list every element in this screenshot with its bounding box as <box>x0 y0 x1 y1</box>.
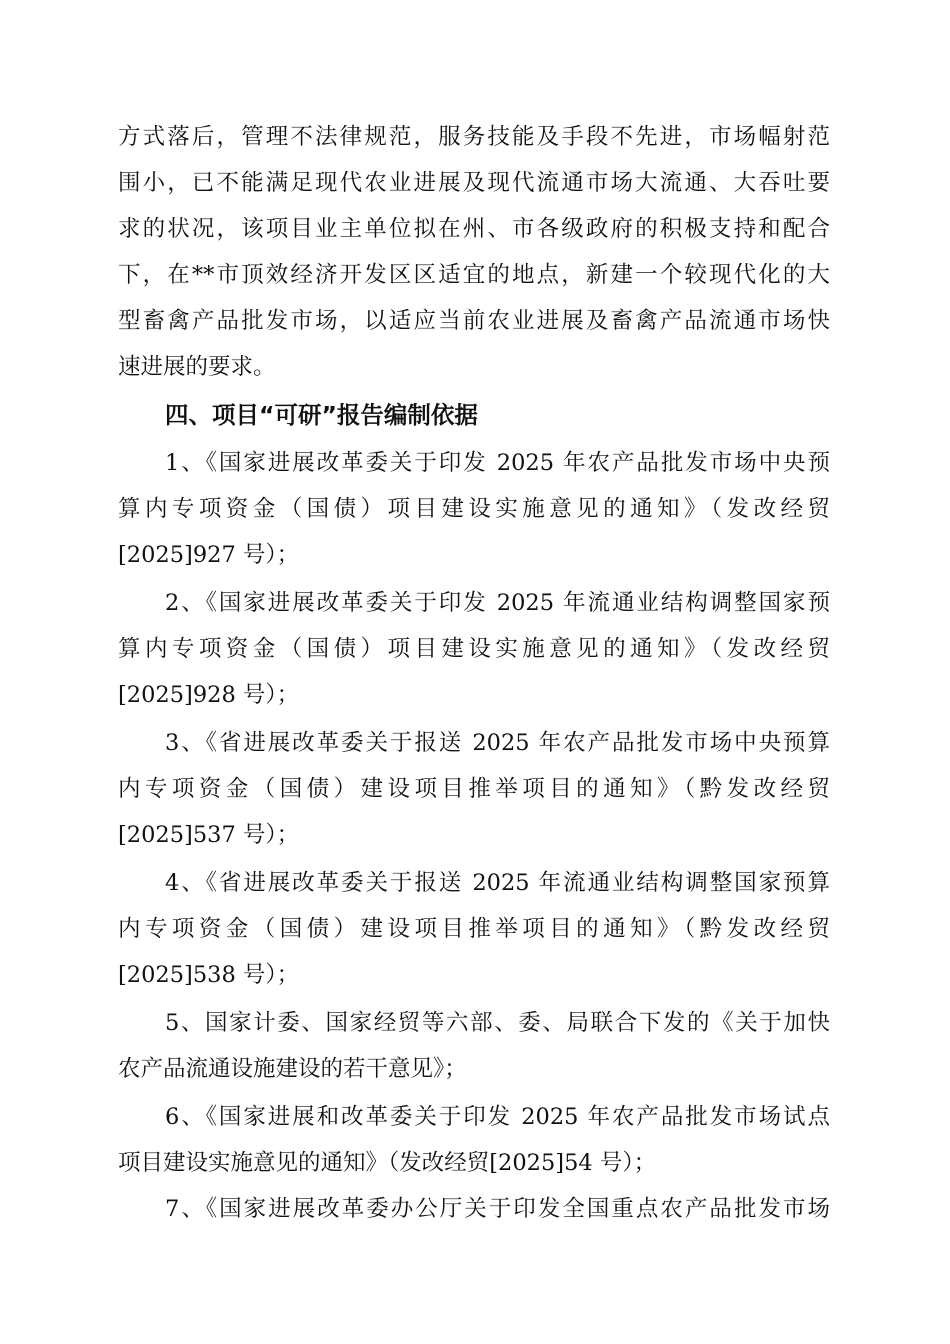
item-2-line-1: 2、《国家进展改革委关于印发 2025 年流通业结构调整国家预 <box>165 590 830 616</box>
item-6-line-2: 项目建设实施意见的通知》（发改经贸[2025]54 号）； <box>118 1150 657 1176</box>
intro-line-5: 型畜禽产品批发市场，以适应当前农业进展及畜禽产品流通市场快 <box>118 308 830 334</box>
item-4-line-3: [2025]538 号）； <box>118 962 300 988</box>
intro-line-3: 求的状况，该项目业主单位拟在州、市各级政府的积极支持和配合 <box>118 216 830 242</box>
item-4-line-2: 内专项资金（国债）建设项目推举项目的通知》（黔发改经贸 <box>118 916 830 942</box>
intro-line-1: 方式落后，管理不法律规范，服务技能及手段不先进，市场幅射范 <box>118 124 830 150</box>
item-4-line-1: 4、《省进展改革委关于报送 2025 年流通业结构调整国家预算 <box>165 870 830 896</box>
item-2-line-3: [2025]928 号）； <box>118 682 300 708</box>
intro-line-6: 速进展的要求。 <box>118 354 276 380</box>
item-5-line-2: 农产品流通设施建设的若干意见》； <box>118 1056 467 1082</box>
item-5-line-1: 5、国家计委、国家经贸等六部、委、局联合下发的《关于加快 <box>165 1010 830 1036</box>
item-2-line-2: 算内专项资金（国债）项目建设实施意见的通知》（发改经贸 <box>118 636 830 662</box>
item-1-line-1: 1、《国家进展改革委关于印发 2025 年农产品批发市场中央预 <box>165 450 830 476</box>
section-heading: 四、项目“可研”报告编制依据 <box>165 401 478 429</box>
item-1-line-3: [2025]927 号）； <box>118 542 300 568</box>
intro-line-4: 下，在**市顶效经济开发区区适宜的地点，新建一个较现代化的大 <box>118 262 830 288</box>
item-3-line-1: 3、《省进展改革委关于报送 2025 年农产品批发市场中央预算 <box>165 730 830 756</box>
intro-line-2: 围小，已不能满足现代农业进展及现代流通市场大流通、大吞吐要 <box>118 170 830 196</box>
item-7-line-1: 7、《国家进展改革委办公厅关于印发全国重点农产品批发市场 <box>165 1196 830 1222</box>
item-1-line-2: 算内专项资金（国债）项目建设实施意见的通知》（发改经贸 <box>118 496 830 522</box>
item-3-line-2: 内专项资金（国债）建设项目推举项目的通知》（黔发改经贸 <box>118 776 830 802</box>
item-6-line-1: 6、《国家进展和改革委关于印发 2025 年农产品批发市场试点 <box>165 1104 830 1130</box>
item-3-line-3: [2025]537 号）； <box>118 822 300 848</box>
